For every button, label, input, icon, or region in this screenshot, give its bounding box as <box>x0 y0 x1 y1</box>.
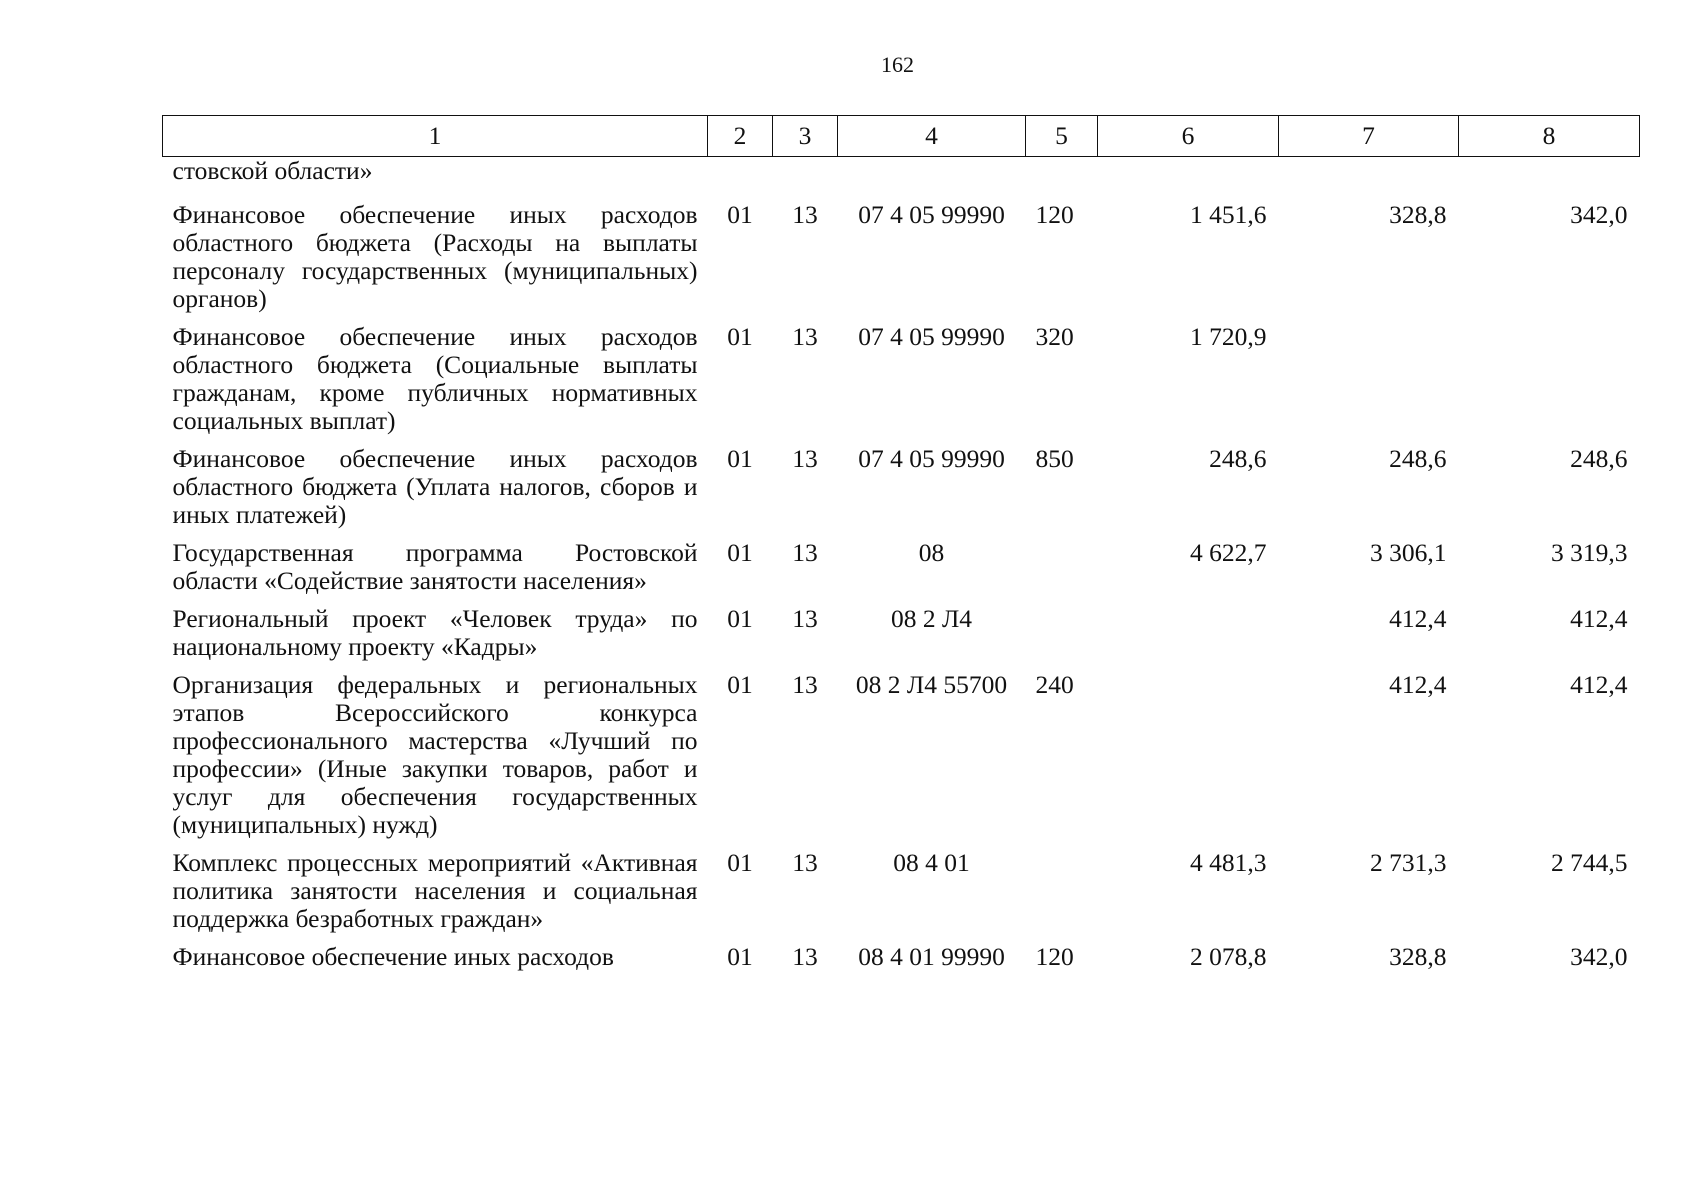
column-header-5: 5 <box>1026 116 1098 157</box>
row-amount-col7: 328,8 <box>1389 200 1447 229</box>
table-row <box>163 849 1640 943</box>
row-section: 01 <box>727 200 753 229</box>
table-row <box>163 323 1640 445</box>
row-target-code: 08 4 01 <box>893 848 970 877</box>
row-section: 01 <box>727 848 753 877</box>
column-header-4: 4 <box>838 116 1026 157</box>
row-section: 01 <box>727 942 753 971</box>
row-section: 01 <box>727 538 753 567</box>
row-subsection: 13 <box>792 670 818 699</box>
row-target-code <box>838 157 1026 202</box>
row-amount-col6: 1 451,6 <box>1190 200 1267 229</box>
column-header-2: 2 <box>708 116 773 157</box>
row-amount-col8: 412,4 <box>1570 604 1628 633</box>
row-amount-col7: 328,8 <box>1389 942 1447 971</box>
row-name: стовской области» <box>172 156 373 185</box>
row-expense-type: 120 <box>1035 942 1074 971</box>
row-name: Финансовое обеспечение иных расходов областного бюджета (Социальные выплаты гражданам, кроме публичных нормативных социальных выплат) <box>172 322 698 435</box>
row-amount-col6 <box>1098 605 1279 671</box>
row-subsection: 13 <box>792 942 818 971</box>
row-expense-type <box>1026 157 1098 202</box>
row-amount-col8: 342,0 <box>1570 942 1628 971</box>
row-section: 01 <box>727 444 753 473</box>
row-amount-col8: 2 744,5 <box>1551 848 1628 877</box>
column-header-6: 6 <box>1098 116 1279 157</box>
page-number: 162 <box>881 52 914 77</box>
row-name: Организация федеральных и региональных этапов Всероссийского конкурса профессионального мастерства «Лучший по профессии» (Иные закупки товаров, работ и услуг для обеспечения государственных (муниципальных) нужд) <box>172 670 698 839</box>
table-row <box>163 671 1640 849</box>
row-name: Региональный проект «Человек труда» по национальному проекту «Кадры» <box>172 604 698 661</box>
row-expense-type <box>1026 849 1098 943</box>
row-amount-col6 <box>1098 671 1279 849</box>
row-name: Финансовое обеспечение иных расходов областного бюджета (Расходы на выплаты персоналу государственных (муниципальных) органов) <box>172 200 698 313</box>
row-subsection: 13 <box>792 444 818 473</box>
row-expense-type: 320 <box>1035 322 1074 351</box>
row-amount-col6: 248,6 <box>1209 444 1267 473</box>
row-target-code: 07 4 05 99990 <box>858 200 1005 229</box>
row-amount-col6: 2 078,8 <box>1190 942 1267 971</box>
table-row <box>163 539 1640 605</box>
row-name: Финансовое обеспечение иных расходов областного бюджета (Уплата налогов, сборов и иных платежей) <box>172 444 698 529</box>
row-subsection: 13 <box>792 604 818 633</box>
row-name: Финансовое обеспечение иных расходов <box>172 942 614 971</box>
row-section: 01 <box>727 322 753 351</box>
column-header-3: 3 <box>773 116 838 157</box>
column-header-7: 7 <box>1279 116 1459 157</box>
table-row <box>163 201 1640 323</box>
table-row <box>163 157 1640 202</box>
row-amount-col8 <box>1459 157 1640 202</box>
row-target-code: 08 2 Л4 <box>890 604 973 633</box>
row-amount-col7: 2 731,3 <box>1370 848 1447 877</box>
row-target-code: 08 4 01 99990 <box>858 942 1005 971</box>
table-row <box>163 943 1640 981</box>
row-amount-col6: 4 622,7 <box>1190 538 1267 567</box>
row-amount-col8: 248,6 <box>1570 444 1628 473</box>
row-subsection: 13 <box>792 322 818 351</box>
row-expense-type: 120 <box>1035 200 1074 229</box>
row-amount-col6: 4 481,3 <box>1190 848 1267 877</box>
row-amount-col8: 342,0 <box>1570 200 1628 229</box>
row-expense-type: 240 <box>1035 670 1074 699</box>
column-header-8: 8 <box>1459 116 1640 157</box>
row-amount-col7 <box>1279 157 1459 202</box>
row-amount-col8 <box>1459 323 1640 445</box>
table-row <box>163 445 1640 539</box>
budget-table <box>162 115 1640 981</box>
row-subsection: 13 <box>792 200 818 229</box>
row-subsection: 13 <box>792 848 818 877</box>
row-amount-col7 <box>1279 323 1459 445</box>
table-row <box>163 605 1640 671</box>
row-expense-type: 850 <box>1035 444 1074 473</box>
row-amount-col7: 412,4 <box>1389 604 1447 633</box>
row-target-code: 07 4 05 99990 <box>858 444 1005 473</box>
row-amount-col8: 412,4 <box>1570 670 1628 699</box>
row-amount-col8: 3 319,3 <box>1551 538 1628 567</box>
row-expense-type <box>1026 605 1098 671</box>
row-name: Комплекс процессных мероприятий «Активная политика занятости населения и социальная поддержка безработных граждан» <box>172 848 698 933</box>
column-header-1: 1 <box>163 116 708 157</box>
row-target-code: 08 <box>918 538 945 567</box>
row-section: 01 <box>727 604 753 633</box>
row-section: 01 <box>727 670 753 699</box>
row-amount-col7: 248,6 <box>1389 444 1447 473</box>
row-subsection: 13 <box>792 538 818 567</box>
table-header-row <box>163 116 1640 157</box>
row-amount-col7: 3 306,1 <box>1370 538 1447 567</box>
row-amount-col6 <box>1098 157 1279 202</box>
row-subsection <box>773 157 838 202</box>
row-amount-col7: 412,4 <box>1389 670 1447 699</box>
row-expense-type <box>1026 539 1098 605</box>
row-amount-col6: 1 720,9 <box>1190 322 1267 351</box>
row-section <box>708 157 773 202</box>
row-name: Государственная программа Ростовской области «Содействие занятости населения» <box>172 538 698 595</box>
budget-table-container <box>162 115 1634 981</box>
row-target-code: 08 2 Л4 55700 <box>855 670 1008 699</box>
row-target-code: 07 4 05 99990 <box>858 322 1005 351</box>
